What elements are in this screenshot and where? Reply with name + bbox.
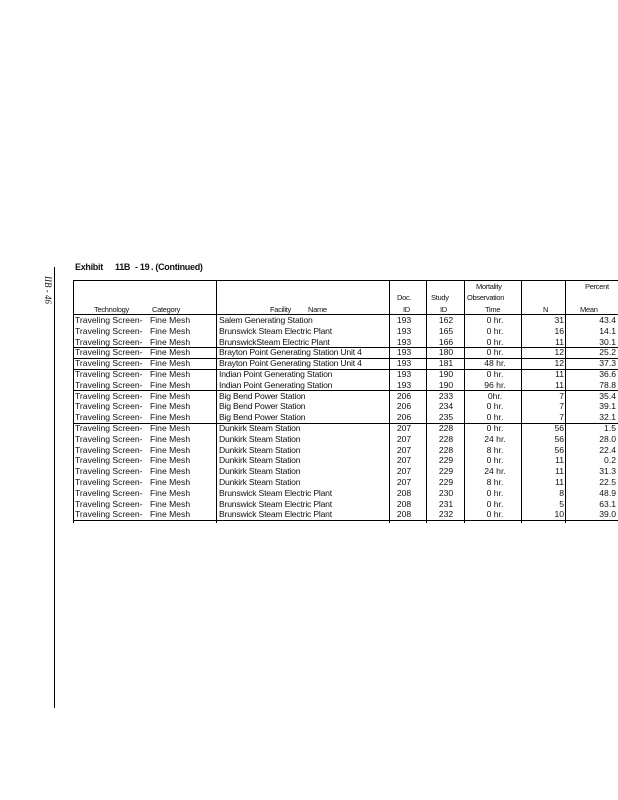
header-study: Study	[431, 293, 449, 302]
facility-cell: Big Bend Power Station	[219, 401, 306, 412]
study-id-cell: 230	[438, 487, 454, 498]
doc-id-cell: 206	[396, 412, 412, 423]
observation-time-cell: 0 hr.	[486, 455, 504, 466]
facility-cell: Brunswick Steam Electric Plant	[219, 498, 332, 509]
percent-mean-cell: 0.2	[604, 455, 616, 466]
category-cell: Fine Mesh	[150, 379, 191, 390]
percent-mean-cell: 39.1	[599, 401, 616, 412]
category-cell: Fine Mesh	[150, 455, 191, 466]
study-id-cell: 190	[438, 369, 454, 379]
facility-cell: Salem Generating Station	[219, 315, 313, 325]
study-id-cell: 190	[438, 379, 454, 390]
category-cell: Fine Mesh	[150, 401, 191, 412]
row-rule	[73, 520, 618, 521]
category-cell: Fine Mesh	[150, 369, 191, 379]
header-technology: Technology	[94, 305, 129, 314]
n-cell: 11	[555, 466, 564, 477]
percent-mean-cell: 48.9	[599, 487, 616, 498]
technology-cell: Traveling Screen-	[75, 455, 143, 466]
technology-cell: Traveling Screen-	[75, 433, 143, 444]
facility-cell: Dunkirk Steam Station	[219, 423, 301, 433]
col-divider-facility	[216, 280, 217, 523]
n-cell: 7	[559, 390, 564, 401]
technology-cell: Traveling Screen-	[75, 477, 143, 487]
technology-cell: Traveling Screen-	[75, 444, 143, 455]
percent-mean-cell: 35.4	[599, 390, 616, 401]
observation-time-cell: 96 hr.	[484, 379, 506, 390]
n-cell: 31	[554, 315, 564, 325]
col-divider-study	[426, 280, 427, 523]
observation-time-cell: 0 hr.	[486, 347, 504, 358]
technology-cell: Traveling Screen-	[75, 390, 143, 401]
observation-time-cell: 0 hr.	[486, 423, 504, 433]
doc-id-cell: 207	[396, 466, 412, 477]
observation-time-cell: 0hr.	[487, 390, 503, 401]
side-page-number: IIB - 46	[43, 276, 53, 304]
n-cell: 56	[554, 444, 564, 455]
percent-mean-cell: 28.0	[599, 433, 616, 444]
n-cell: 5	[559, 498, 564, 509]
observation-time-cell: 8 hr.	[486, 477, 504, 487]
facility-cell: Brayton Point Generating Station Unit 4	[219, 347, 362, 358]
col-divider-mean	[565, 280, 566, 523]
study-id-cell: 165	[438, 325, 454, 336]
margin-rule	[54, 267, 55, 708]
category-cell: Fine Mesh	[150, 509, 191, 520]
study-id-cell: 235	[438, 412, 454, 423]
n-cell: 10	[554, 509, 564, 520]
technology-cell: Traveling Screen-	[75, 369, 143, 379]
study-id-cell: 233	[438, 390, 454, 401]
facility-cell: Brunswick Steam Electric Plant	[219, 487, 332, 498]
observation-time-cell: 0 hr.	[486, 412, 504, 423]
study-id-cell: 232	[438, 509, 454, 520]
observation-time-cell: 8 hr.	[486, 444, 504, 455]
header-n: N	[543, 305, 549, 314]
header-observation: Observation	[467, 293, 505, 302]
header-mortality: Mortality	[476, 282, 502, 291]
study-id-cell: 231	[438, 498, 454, 509]
category-cell: Fine Mesh	[150, 412, 191, 423]
observation-time-cell: 0 hr.	[486, 487, 504, 498]
n-cell: 11	[555, 379, 564, 390]
exhibit-suffix: . (Continued)	[151, 262, 203, 272]
technology-cell: Traveling Screen-	[75, 315, 143, 325]
category-cell: Fine Mesh	[150, 477, 191, 487]
technology-cell: Traveling Screen-	[75, 347, 143, 358]
n-cell: 56	[554, 423, 564, 433]
doc-id-cell: 207	[396, 444, 412, 455]
table-left-border	[73, 280, 74, 523]
percent-mean-cell: 78.8	[599, 379, 616, 390]
facility-cell: Indian Point Generating Station	[219, 369, 333, 379]
header-doc: Doc.	[397, 293, 412, 302]
category-cell: Fine Mesh	[150, 347, 191, 358]
n-cell: 11	[555, 477, 564, 487]
technology-cell: Traveling Screen-	[75, 401, 143, 412]
header-facility: Facility	[270, 305, 291, 314]
doc-id-cell: 193	[396, 325, 412, 336]
table-top-border	[73, 280, 618, 281]
doc-id-cell: 193	[396, 358, 412, 369]
facility-cell: Dunkirk Steam Station	[219, 433, 301, 444]
facility-cell: Indian Point Generating Station	[219, 379, 333, 390]
facility-cell: Dunkirk Steam Station	[219, 466, 301, 477]
n-cell: 8	[559, 487, 564, 498]
observation-time-cell: 24 hr.	[484, 433, 506, 444]
exhibit-number: 11B	[115, 262, 131, 272]
facility-cell: Dunkirk Steam Station	[219, 455, 301, 466]
technology-cell: Traveling Screen-	[75, 336, 143, 347]
observation-time-cell: 0 hr.	[486, 325, 504, 336]
observation-time-cell: 0 hr.	[486, 509, 504, 520]
doc-id-cell: 207	[396, 433, 412, 444]
observation-time-cell: 0 hr.	[486, 315, 504, 325]
observation-time-cell: 0 hr.	[486, 401, 504, 412]
category-cell: Fine Mesh	[150, 315, 191, 325]
facility-cell: Brunswick Steam Electric Plant	[219, 325, 332, 336]
study-id-cell: 228	[438, 423, 454, 433]
exhibit-dash-number: - 19	[135, 262, 150, 272]
observation-time-cell: 24 hr.	[484, 466, 506, 477]
category-cell: Fine Mesh	[150, 466, 191, 477]
facility-cell: Dunkirk Steam Station	[219, 444, 301, 455]
n-cell: 56	[554, 433, 564, 444]
study-id-cell: 228	[438, 433, 454, 444]
study-id-cell: 229	[438, 477, 454, 487]
n-cell: 12	[554, 358, 564, 369]
percent-mean-cell: 37.3	[599, 358, 616, 369]
doc-id-cell: 208	[396, 487, 412, 498]
study-id-cell: 229	[438, 455, 454, 466]
n-cell: 12	[554, 347, 564, 358]
doc-id-cell: 207	[396, 423, 412, 433]
facility-cell: Big Bend Power Station	[219, 412, 306, 423]
technology-cell: Traveling Screen-	[75, 487, 143, 498]
technology-cell: Traveling Screen-	[75, 466, 143, 477]
category-cell: Fine Mesh	[150, 444, 191, 455]
doc-id-cell: 208	[396, 498, 412, 509]
category-cell: Fine Mesh	[150, 358, 191, 369]
header-category: Category	[152, 305, 181, 314]
col-divider-time	[464, 280, 465, 523]
observation-time-cell: 0 hr.	[486, 498, 504, 509]
study-id-cell: 162	[438, 315, 454, 325]
doc-id-cell: 207	[396, 455, 412, 466]
observation-time-cell: 0 hr.	[486, 369, 504, 379]
category-cell: Fine Mesh	[150, 390, 191, 401]
n-cell: 7	[559, 412, 564, 423]
doc-id-cell: 193	[396, 336, 412, 347]
doc-id-cell: 206	[396, 390, 412, 401]
study-id-cell: 180	[438, 347, 454, 358]
percent-mean-cell: 31.3	[599, 466, 616, 477]
category-cell: Fine Mesh	[150, 325, 191, 336]
technology-cell: Traveling Screen-	[75, 498, 143, 509]
percent-mean-cell: 30.1	[599, 336, 616, 347]
percent-mean-cell: 36.6	[599, 369, 616, 379]
category-cell: Fine Mesh	[150, 423, 191, 433]
observation-time-cell: 0 hr.	[486, 336, 504, 347]
category-cell: Fine Mesh	[150, 336, 191, 347]
header-time: Time	[485, 305, 501, 314]
category-cell: Fine Mesh	[150, 487, 191, 498]
doc-id-cell: 206	[396, 401, 412, 412]
n-cell: 11	[555, 369, 564, 379]
exhibit-title	[75, 262, 203, 272]
n-cell: 7	[559, 401, 564, 412]
exhibit-label: Exhibit	[75, 262, 103, 272]
doc-id-cell: 193	[396, 379, 412, 390]
percent-mean-cell: 32.1	[599, 412, 616, 423]
header-mean: Mean	[580, 305, 598, 314]
category-cell: Fine Mesh	[150, 433, 191, 444]
technology-cell: Traveling Screen-	[75, 379, 143, 390]
study-id-cell: 234	[438, 401, 454, 412]
facility-cell: Big Bend Power Station	[219, 390, 306, 401]
percent-mean-cell: 14.1	[599, 325, 616, 336]
percent-mean-cell: 1.5	[604, 423, 616, 433]
technology-cell: Traveling Screen-	[75, 509, 143, 520]
facility-cell: Brayton Point Generating Station Unit 4	[219, 358, 362, 369]
col-divider-doc	[389, 280, 390, 523]
doc-id-cell: 193	[396, 315, 412, 325]
study-id-cell: 181	[438, 358, 454, 369]
doc-id-cell: 208	[396, 509, 412, 520]
technology-cell: Traveling Screen-	[75, 358, 143, 369]
technology-cell: Traveling Screen-	[75, 325, 143, 336]
n-cell: 11	[555, 455, 564, 466]
percent-mean-cell: 22.5	[599, 477, 616, 487]
header-study-id: ID	[440, 305, 447, 314]
category-cell: Fine Mesh	[150, 498, 191, 509]
study-id-cell: 228	[438, 444, 454, 455]
col-divider-n	[521, 280, 522, 523]
study-id-cell: 229	[438, 466, 454, 477]
percent-mean-cell: 22.4	[599, 444, 616, 455]
observation-time-cell: 48 hr.	[484, 358, 506, 369]
header-name: Name	[308, 305, 327, 314]
header-percent: Percent	[585, 282, 609, 291]
facility-cell: BrunswickSteam Electric Plant	[219, 336, 330, 347]
study-id-cell: 166	[438, 336, 454, 347]
percent-mean-cell: 43.4	[599, 315, 616, 325]
facility-cell: Brunswick Steam Electric Plant	[219, 509, 332, 520]
percent-mean-cell: 39.0	[599, 509, 616, 520]
n-cell: 16	[554, 325, 564, 336]
header-doc-id: ID	[403, 305, 410, 314]
n-cell: 11	[555, 336, 564, 347]
technology-cell: Traveling Screen-	[75, 412, 143, 423]
doc-id-cell: 193	[396, 369, 412, 379]
percent-mean-cell: 63.1	[599, 498, 616, 509]
doc-id-cell: 193	[396, 347, 412, 358]
technology-cell: Traveling Screen-	[75, 423, 143, 433]
doc-id-cell: 207	[396, 477, 412, 487]
percent-mean-cell: 25.2	[599, 347, 616, 358]
facility-cell: Dunkirk Steam Station	[219, 477, 301, 487]
